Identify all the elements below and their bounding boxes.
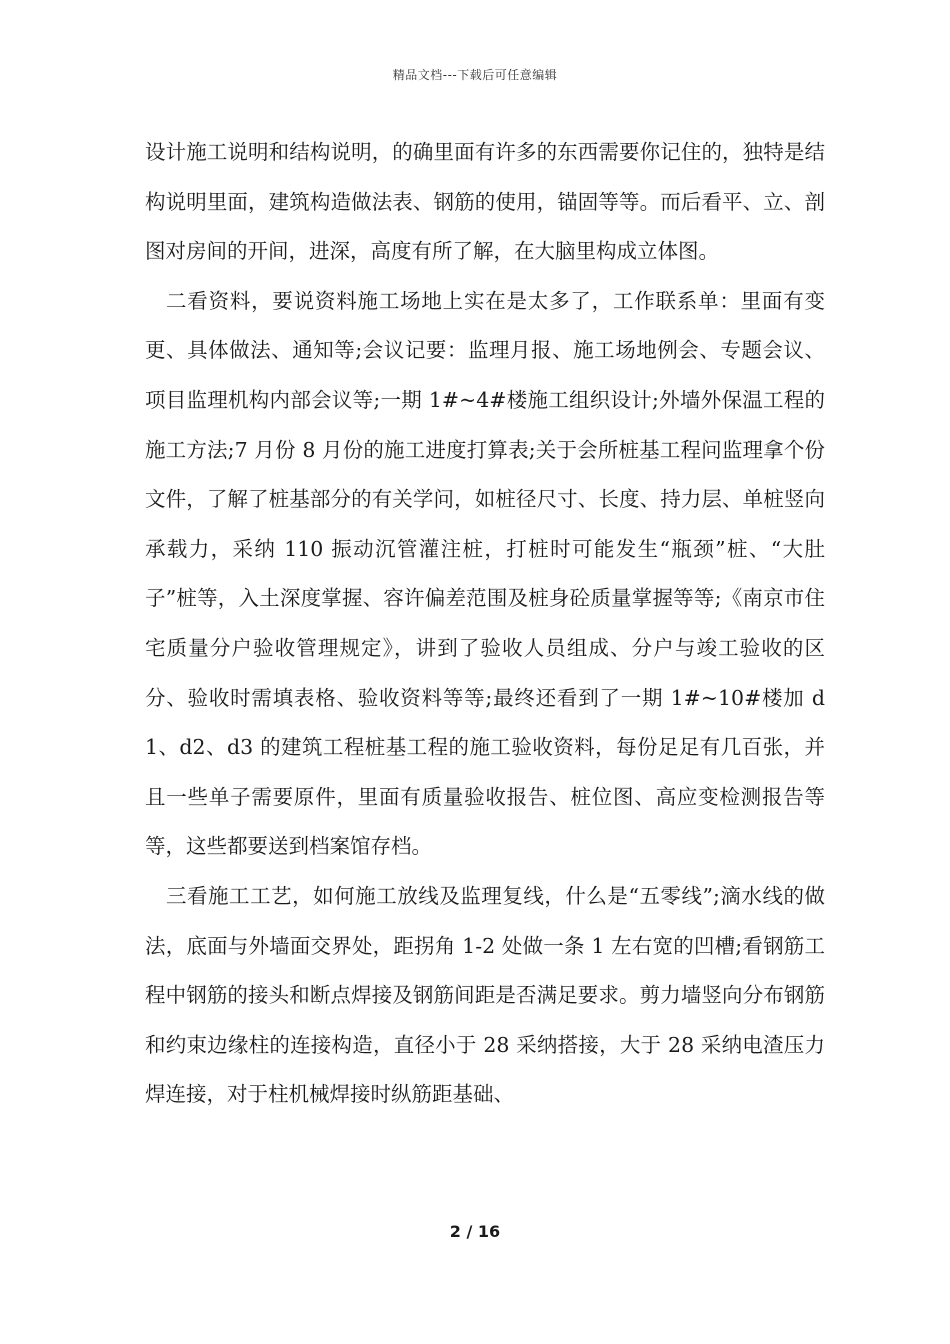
paragraph-3: 三看施工工艺，如何施工放线及监理复线，什么是“五零线”;滴水线的做法，底面与外墙面交界处，距拐角 1-2 处做一条 1 左右宽的凹槽;看钢筋工程中钢筋的接头和断点焊接及钢筋间距是否满足要求。剪力墙竖向分布钢筋和约束边缘柱的连接构造，直径小于 28 采纳搭接，大于 28 采纳电渣压力焊连接，对于柱机械焊接时纵筋距基础、 [145,883,825,1107]
paragraph-1: 设计施工说明和结构说明，的确里面有许多的东西需要你记住的，独特是结构说明里面，建筑构造做法表、钢筋的使用，锚固等等。而后看平、立、剖图对房间的开间，进深，高度有所了解，在大脑里构成立体图。 [145,140,825,264]
page-header: 精品文档---下载后可任意编辑 [392,68,558,82]
document-body [145,128,825,1120]
paragraph-2: 二看资料，要说资料施工场地上实在是太多了，工作联系单：里面有变更、具体做法、通知等;会议记要：监理月报、施工场地例会、专题会议、项目监理机构内部会议等;一期 1#~4#楼施工组织设计;外墙外保温工程的施工方法;7 月份 8 月份的施工进度打算表;关于会所桩基工程问监理拿个份文件，了解了桩基部分的有关学问，如桩径尺寸、长度、持力层、单桩竖向承载力，采纳 110 振动沉管灌注桩，打桩时可能发生“瓶颈”桩、“大肚子”桩等，入土深度掌握、容许偏差范围及桩身砼质量掌握等等;《南京市住宅质量分户验收管理规定》，讲到了验收人员组成、分户与竣工验收的区分、验收时需填表格、验收资料等等;最终还看到了一期 1#~10#楼加 d1、d2、d3 的建筑工程桩基工程的施工验收资料，每份足足有几百张，并且一些单子需要原件，里面有质量验收报告、桩位图、高应变检测报告等等，这些都要送到档案馆存档。 [145,288,825,859]
page-number: 2 / 16 [449,1222,501,1241]
